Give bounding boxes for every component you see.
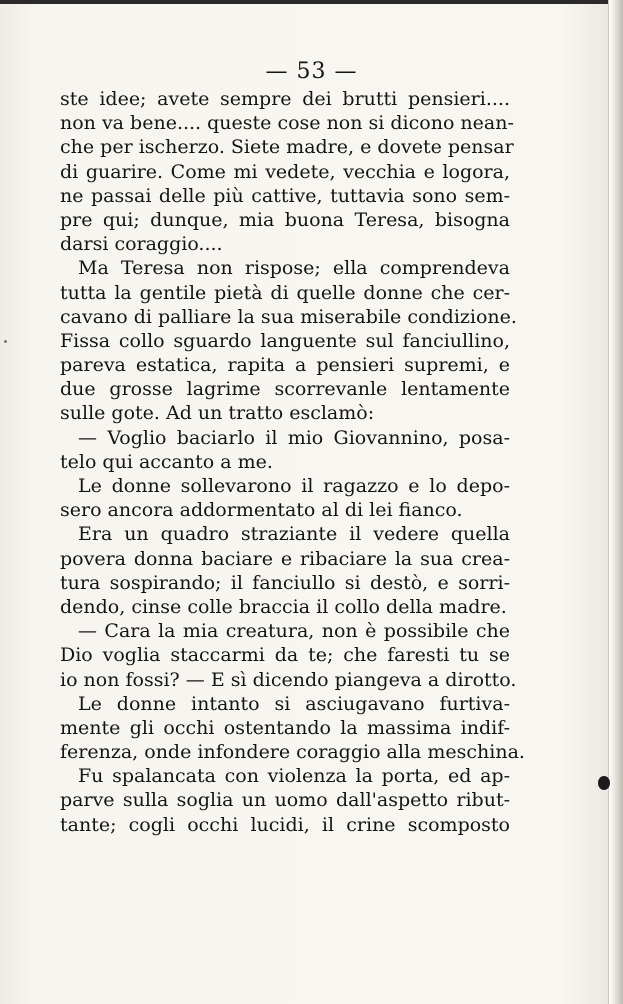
text-line: Le donne intanto si asciugavano furtiva-: [78, 692, 510, 715]
text-line: pareva estatica, rapita a pensieri supremi, e: [60, 354, 510, 377]
page-right-edge: [609, 0, 623, 1004]
text-line: — Voglio baciarlo il mio Giovannino, posa-: [78, 426, 510, 449]
text-line: che per ischerzo. Siete madre, e dovete pensar: [60, 136, 514, 159]
text-line: non va bene.... queste cose non si dicono nean-: [60, 112, 514, 135]
text-line: mente gli occhi ostentando la massima indif-: [60, 716, 510, 739]
text-line: povera donna baciare e ribaciare la sua crea-: [60, 547, 510, 570]
ink-blot: [598, 776, 610, 790]
margin-speck: [4, 340, 7, 343]
text-line: tura sospirando; il fanciullo si destò, e sorri-: [60, 571, 510, 594]
text-line: due grosse lagrime scorrevanle lentamente: [60, 378, 510, 401]
text-line: darsi coraggio....: [60, 233, 223, 256]
text-line: Ma Teresa non rispose; ella comprendeva: [78, 257, 510, 280]
text-line: tante; cogli occhi lucidi, il crine scomposto: [60, 813, 510, 836]
text-line: sulle gote. Ad un tratto esclamò:: [60, 402, 375, 425]
text-line: ferenza, onde infondere coraggio alla meschina.: [60, 741, 525, 764]
page-fold-line: [608, 0, 609, 1004]
body-text: [60, 87, 525, 837]
text-line: io non fossi? — E sì dicendo piangeva a dirotto.: [60, 668, 517, 691]
text-line: parve sulla soglia un uomo dall'aspetto ribut-: [60, 789, 510, 812]
text-line: cavano di palliare la sua miserabile condizione.: [60, 305, 517, 328]
text-line: pre qui; dunque, mia buona Teresa, bisogna: [60, 208, 510, 231]
text-line: Le donne sollevarono il ragazzo e lo depo-: [78, 475, 510, 497]
text-line: tutta la gentile pietà di quelle donne che cer-: [60, 281, 510, 304]
text-line: ne passai delle più cattive, tuttavia sono sem-: [60, 184, 510, 207]
text-line: Fissa collo sguardo languente sul fanciullino,: [60, 329, 510, 352]
page-number: — 53 —: [265, 59, 358, 84]
text-line: Fu spalancata con violenza la porta, ed ap-: [78, 765, 510, 788]
page-top-edge: [0, 0, 623, 4]
text-line: — Cara la mia creatura, non è possibile che: [78, 620, 510, 643]
text-line: Era un quadro straziante il vedere quella: [78, 523, 510, 546]
text-line: di guarire. Come mi vedete, vecchia e logora,: [60, 160, 510, 183]
text-line: ste idee; avete sempre dei brutti pensieri....: [60, 88, 510, 110]
text-line: dendo, cinse colle braccia il collo della madre.: [60, 595, 507, 618]
text-line: sero ancora addormentato al di lei fianco.: [60, 499, 463, 522]
text-line: telo qui accanto a me.: [60, 450, 273, 473]
text-line: Dio voglia staccarmi da te; che faresti tu se: [60, 644, 510, 667]
